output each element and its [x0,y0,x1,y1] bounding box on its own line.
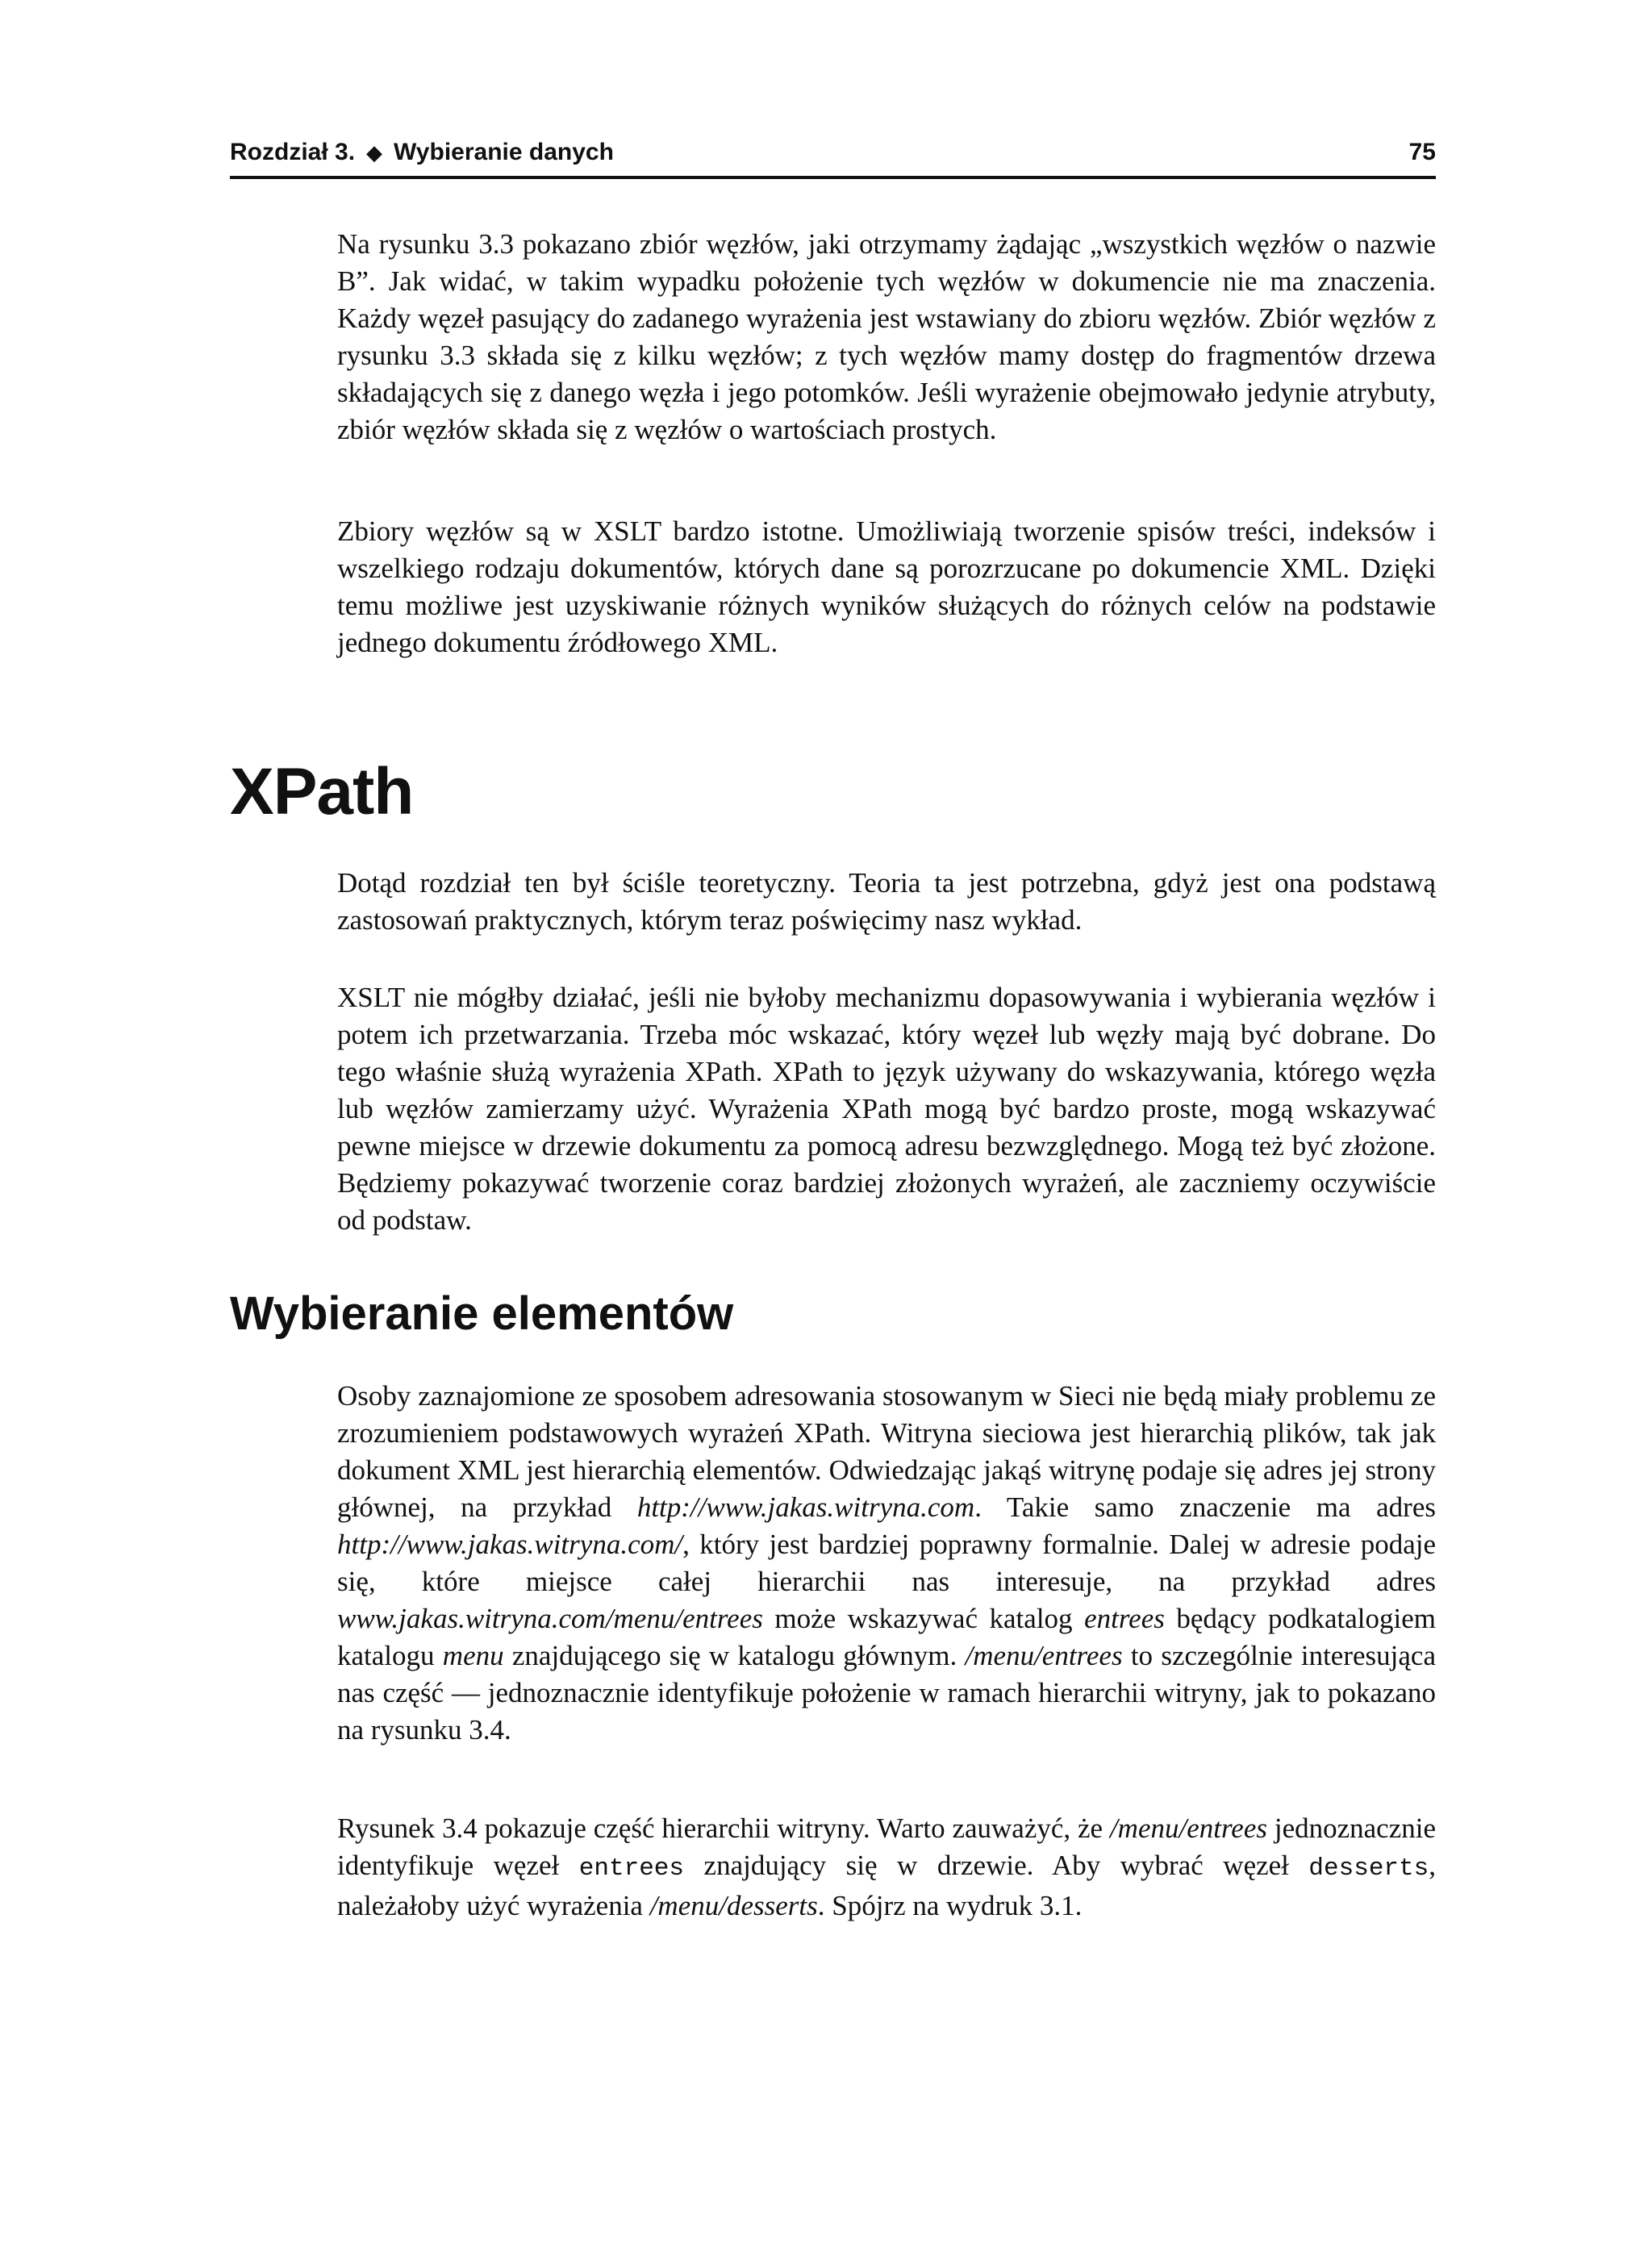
path-example: /menu/entrees [965,1640,1123,1671]
code-node-name: entrees [578,1854,685,1883]
text-run: Osoby zaznajomione ze sposobem adresowania stosowanym w Sieci nie będą miały problemu ze zrozumieniem podstawowych wyrażeń XPath. Witryna sieciowa jest hierarchią plików, tak jak dokument XML jest hierarchią elementów. Odwiedzając jakąś witrynę podaje się adres jej strony głównej, na przykład [337,1380,1436,1523]
subsection-heading-selecting-elements: Wybieranie elementów [230,1287,734,1340]
directory-name: menu [442,1640,504,1671]
running-head [230,139,614,166]
text-run: . Takie samo znaczenie ma adres [974,1491,1436,1523]
paragraph-theory: Dotąd rozdział ten był ściśle teoretyczny. Teoria ta jest potrzebna, gdyż jest ona podstawą zastosowań praktycznych, którym teraz poświęcimy nasz wykład. [337,867,1436,936]
text-run: , należałoby użyć wyrażenia [337,1850,1436,1921]
chapter-label: Rozdział 3. [230,139,356,165]
text-run: będący podkatalogiem katalogu [337,1603,1437,1671]
text-run: . Spójrz na wydruk 3.1. [817,1890,1083,1921]
paragraph-node-sets: Na rysunku 3.3 pokazano zbiór węzłów, jaki otrzymamy żądając „wszystkich węzłów o nazwie B”. Jak widać, w takim wypadku położenie tych węzłów w dokumencie nie ma znaczenia. Każdy węzeł pasujący do zadanego wyrażenia jest wstawiany do zbioru węzłów. Zbiór węzłów z rysunku 3.3 składa się z kilku węzłów; z tych węzłów mamy dostęp do fragmentów drzewa składających się z danego węzła i jego potomków. Jeśli wyrażenie obejmowało jedynie atrybuty, zbiór węzłów składa się z węzłów o wartościach prostych. [337,228,1436,445]
diamond-separator-icon: ◆ [366,140,383,165]
paragraph-web-addressing [337,1378,1436,1749]
path-example: /menu/entrees [1109,1812,1267,1844]
url-example: www.jakas.witryna.com/menu/entrees [337,1603,763,1634]
text-run: może wskazywać katalog [762,1603,1085,1634]
text-run: jednoznacznie identyfikuje węzeł [337,1812,1437,1881]
text-run: znajdującego się w katalogu głównym. [503,1640,966,1671]
directory-name: entrees [1084,1603,1165,1634]
chapter-title: Wybieranie danych [394,139,614,165]
paragraph-xpath-intro: XSLT nie mógłby działać, jeśli nie byłoby mechanizmu dopasowywania i wybierania węzłów i potem ich przetwarzania. Trzeba móc wskazać, który węzeł lub węzły mają być dobrane. Do tego właśnie służą wyrażenia XPath. XPath to język używany do wskazywania, którego węzła lub węzłów zamierzamy użyć. Wyrażenia XPath mogą być bardzo proste, mogą wskazywać pewne miejsce w drzewie dokumentu za pomocą adresu bezwzględnego. Mogą też być złożone. Będziemy pokazywać tworzenie coraz bardziej złożonych wyrażeń, ale zaczniemy oczywiście od podstaw. [337,982,1436,1236]
paragraph-figure-reference [337,1810,1436,1925]
url-example: http://www.jakas.​witryna.com [636,1491,975,1523]
text-run: to szczególnie interesująca nas część — jednoznacznie identyfikuje położenie w ramach hierarchii witryny, jak to pokazano na rysunku 3.4. [337,1640,1436,1746]
running-header [230,136,1436,179]
section-heading-xpath: XPath [230,755,414,828]
text-run: znajdujący się w drzewie. Aby wybrać węzeł [684,1850,1309,1881]
page-number: 75 [1408,139,1436,165]
text-run: , który jest bardziej poprawny formalnie. Dalej w adresie podaje się, które miejsce całej hierarchii nas interesuje, na przykład adres [337,1529,1436,1597]
paragraph-node-sets-importance: Zbiory węzłów są w XSLT bardzo istotne. Umożliwiają tworzenie spisów treści, indeksów i wszelkiego rodzaju dokumentów, których dane są porozrzucane po dokumencie XML. Dzięki temu możliwe jest uzyskiwanie różnych wyników służących do różnych celów na podstawie jednego dokumentu źródłowego XML. [337,515,1436,658]
url-example: http://www.jakas.witryna.com/ [337,1529,683,1560]
path-example: /menu/desserts [649,1890,818,1921]
code-node-name: desserts [1308,1854,1429,1883]
text-run: Rysunek 3.4 pokazuje część hierarchii witryny. Warto zauważyć, że [337,1812,1110,1844]
